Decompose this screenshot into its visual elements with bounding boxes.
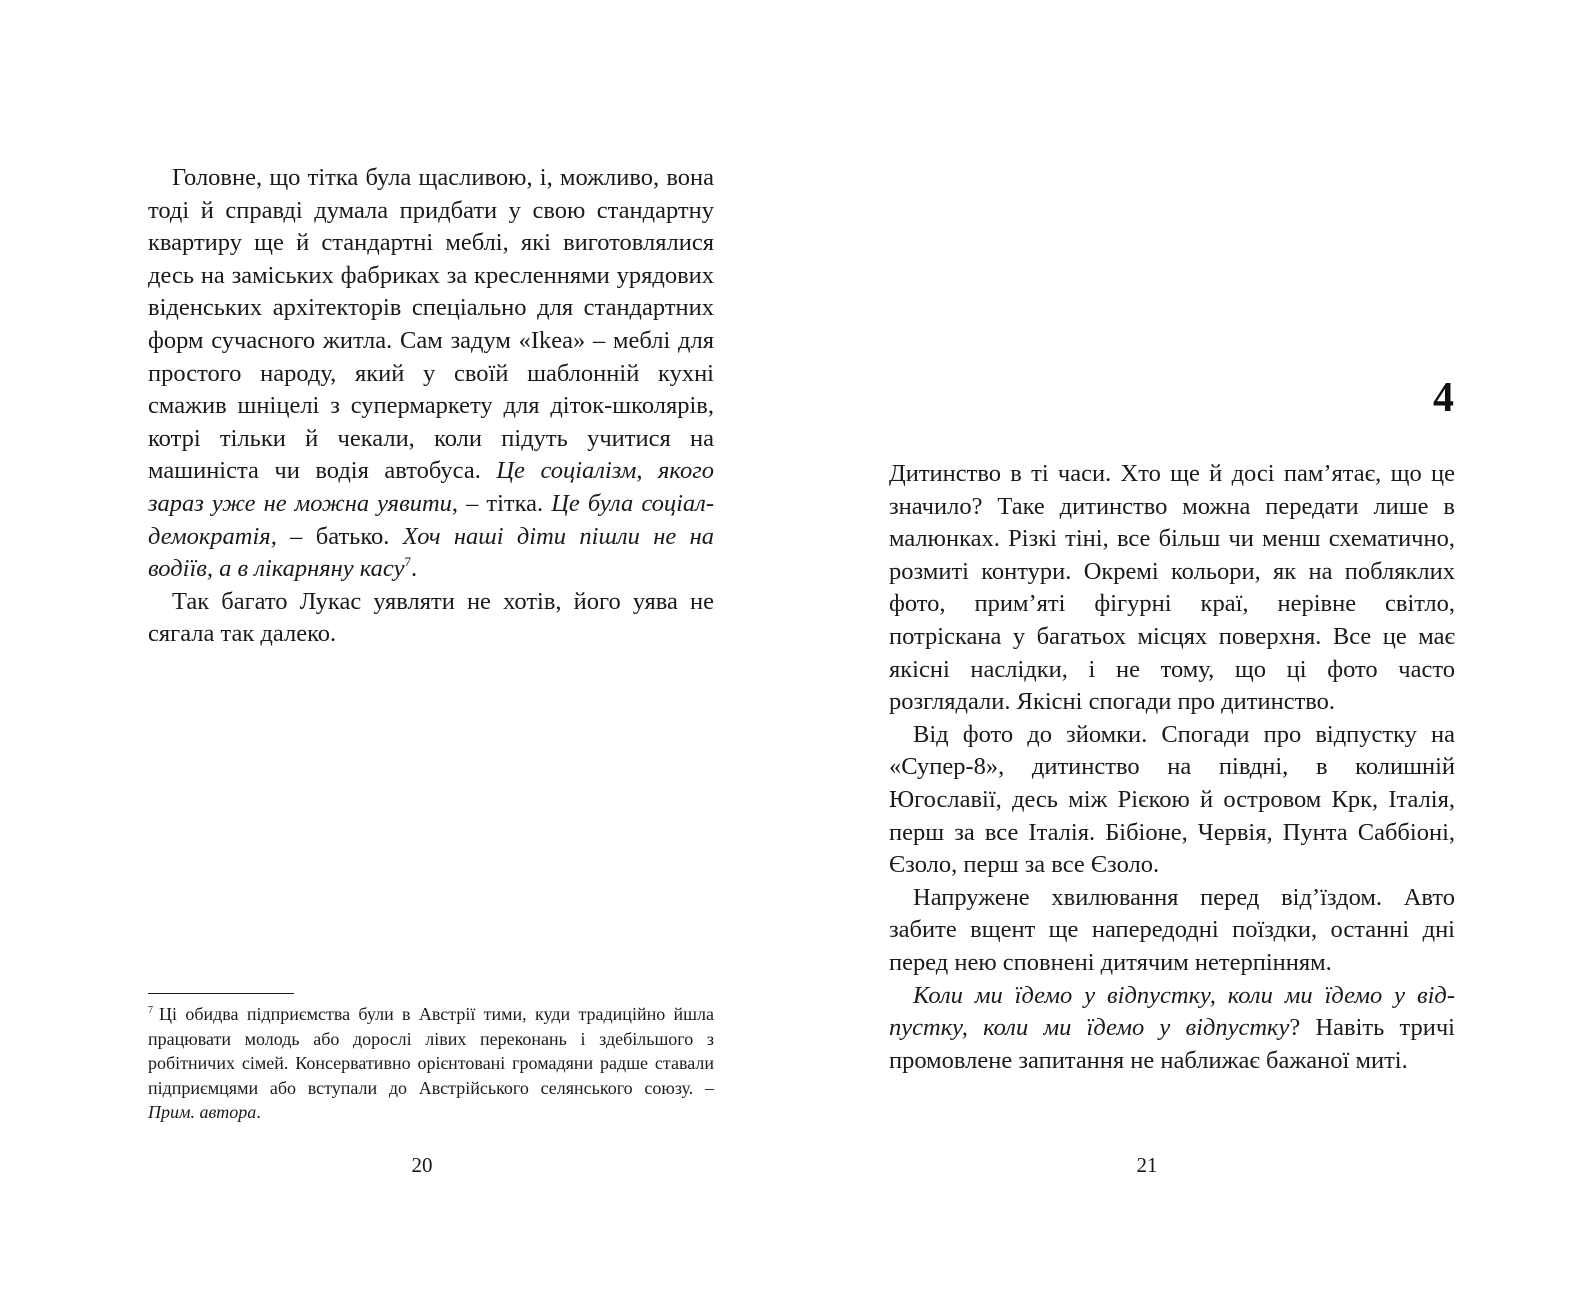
footnote-text: Ці обидва підприємства були в Австрії тими, куди традиційно йшла працювати молодь або дорослі лівих переконань і здебільшого з робітничих сімей. Консервативно орієнтовані громадяни радше ставали підприємцями або вступали до Австрійського селянського союзу. – bbox=[148, 1004, 714, 1098]
page-number-left: 20 bbox=[411, 1153, 433, 1177]
paragraph bbox=[889, 719, 1455, 882]
right-page bbox=[797, 0, 1594, 1299]
paragraph bbox=[148, 162, 714, 586]
italic-run: Це соціалізм, якого зараз уже не можна уявити, bbox=[148, 457, 714, 517]
italic-run: Це була соціал-демократія, bbox=[148, 489, 714, 550]
paragraph bbox=[889, 882, 1455, 980]
text-run: . bbox=[410, 555, 418, 583]
text-run: ? Навіть тричі промовлене запитання не наближає бажаної миті. bbox=[889, 1014, 1455, 1074]
footnote-divider bbox=[148, 993, 294, 994]
text-run: Головне, що тітка була щасливою, і, можливо, вона тоді й справді думала придбати у свою стандартну квартиру ще й стандартні меблі, які виготовлялися десь на заміських фабриках за кресленнями урядових віденських архітекторів спеціально для стандартних форм сучасного житла. Сам задум «Ikea» – меблі для простого народу, який у своїй шаблонній кухні смажив шніцелі з супермаркету для діток-школярів, котрі тільки й чекали, коли підуть учитися на машиніста чи водія автобуса. bbox=[148, 164, 714, 485]
italic-run: Хоч наші діти пішли не на водіїв, а в лікарняну касу bbox=[148, 522, 714, 583]
text-run: – тітка. bbox=[458, 489, 552, 517]
paragraph bbox=[148, 586, 714, 651]
right-page-text bbox=[889, 458, 1455, 1077]
text-run: Так багато Лукас уявляти не хотів, його уява не сягала так далеко. bbox=[148, 587, 714, 648]
page-number-right: 21 bbox=[1136, 1153, 1158, 1177]
footnote-end: . bbox=[256, 1102, 261, 1122]
paragraph bbox=[889, 980, 1455, 1078]
footnote-note-label: Прим. автора bbox=[148, 1102, 257, 1122]
text-run: Від фото до зйомки. Спогади про відпустку на «Супер-8», дитинство на півдні, в колишній Югославії, десь між Рієкою й островом Крк, Італія, перш за все Італія. Бібіоне, Червія, Пунта Саббіоні, Єзоло, перш за все Єзоло. bbox=[889, 720, 1455, 879]
footnote-reference: 7 bbox=[404, 554, 411, 570]
footnote-number: 7 bbox=[148, 1005, 153, 1016]
text-run: Дитинство в ті часи. Хто ще й досі пам’ятає, що це значило? Таке дитинство можна передати лише в малюнках. Різкі тіні, все більш чи менш схематично, розмиті контури. Окремі кольори, як на побляклих фото, прим’яті фігурні краї, нерівне світло, потріскана у багатьох місцях поверхня. Все це має якісні наслідки, і не тому, що ці фото часто розглядали. Якісні спогади про дитинство. bbox=[889, 460, 1455, 716]
text-run: – батько. bbox=[276, 522, 403, 550]
text-run: Напружене хвилювання перед від’їздом. Авто забите вщент ще напередодні поїздки, останні дні перед нею сповнені дитячим нетерпінням. bbox=[889, 883, 1455, 976]
italic-run: Коли ми їдемо у відпустку, коли ми їдемо у відпустку, коли ми їдемо у відпустку bbox=[889, 981, 1455, 1042]
footnote bbox=[148, 1002, 714, 1125]
left-page-text bbox=[148, 162, 714, 651]
chapter-number: 4 bbox=[1433, 375, 1454, 421]
paragraph bbox=[889, 458, 1455, 719]
